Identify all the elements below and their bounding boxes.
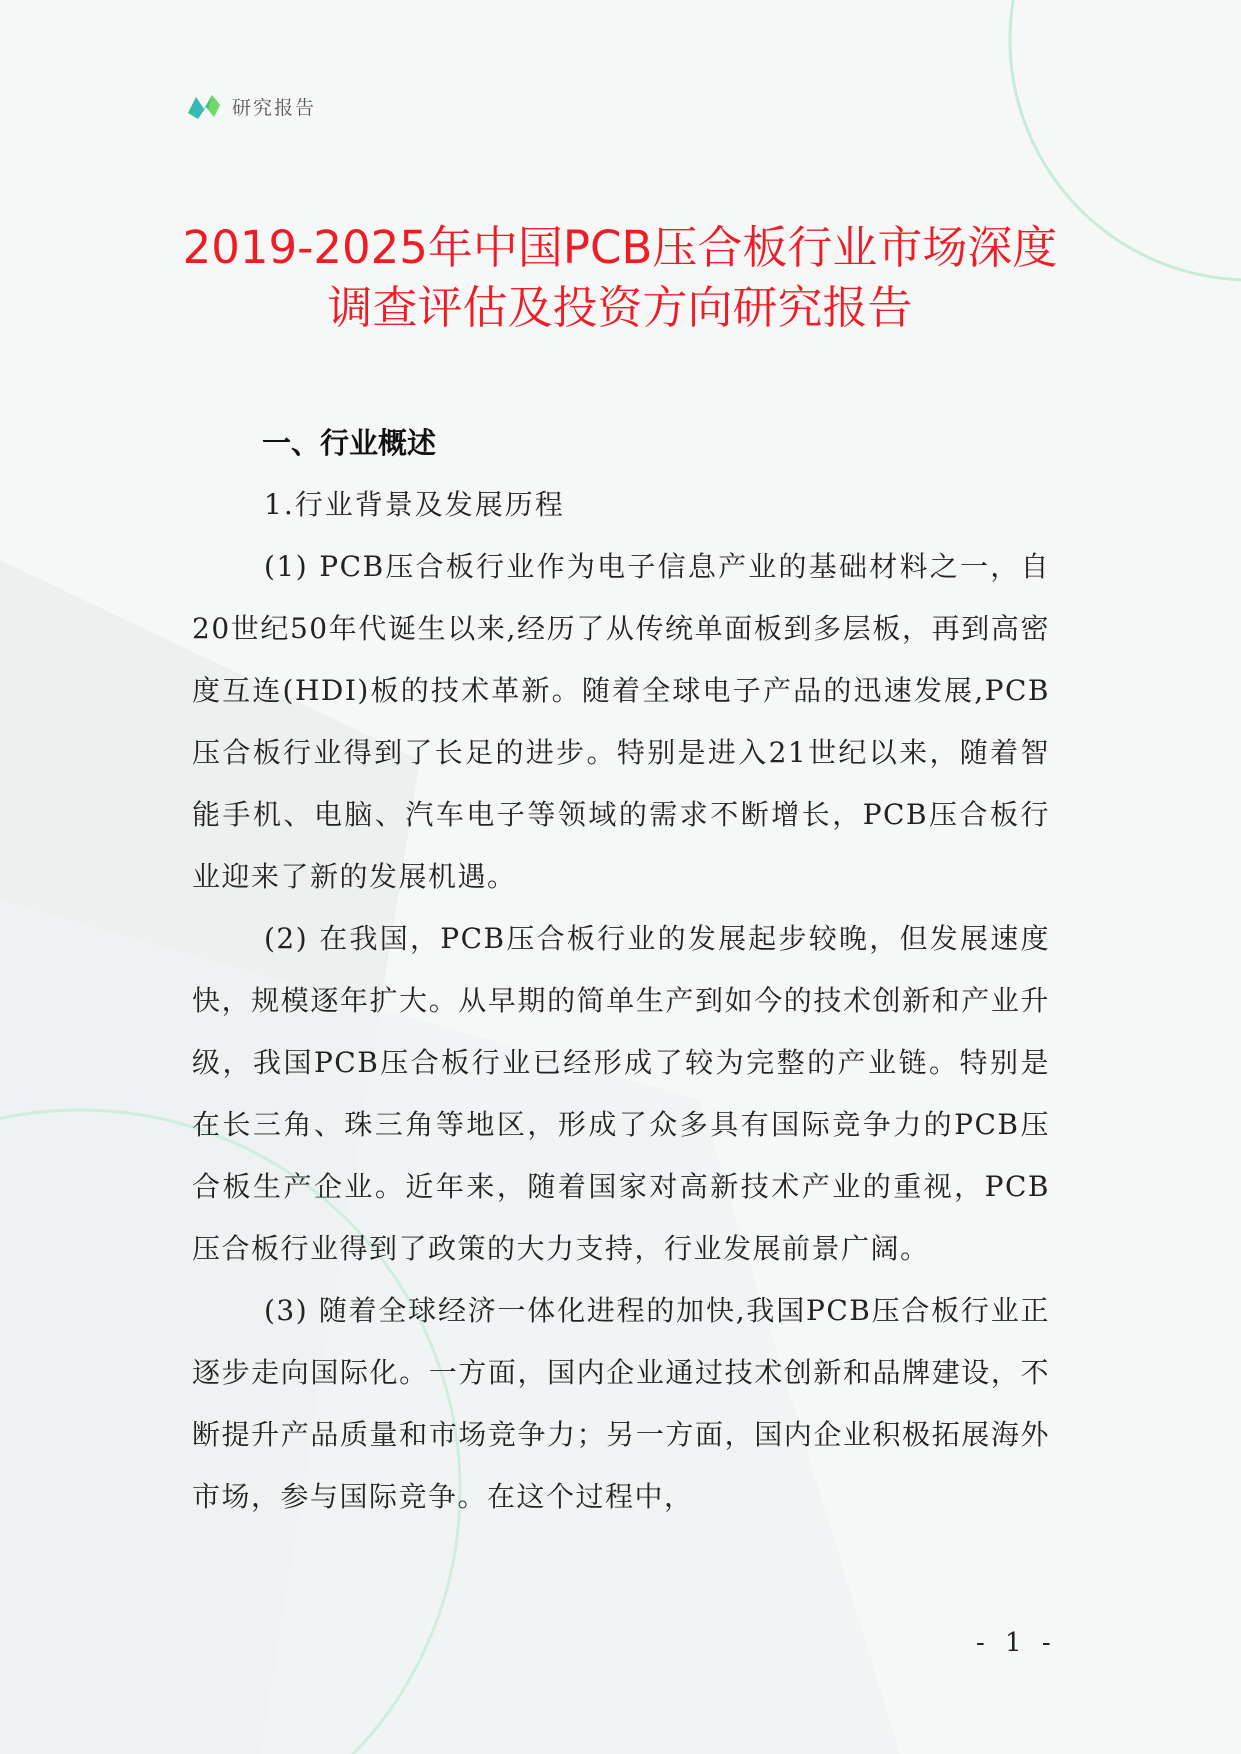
header-label: 研究报告	[232, 96, 317, 119]
report-title	[160, 218, 1080, 338]
section-heading: 一、行业概述	[262, 426, 437, 460]
page-number: - 1 -	[976, 1628, 1057, 1658]
sub-heading: 1.行业背景及发展历程	[264, 488, 565, 521]
brand-logo-icon	[186, 91, 222, 121]
report-header	[186, 88, 316, 124]
report-title-line-1: 2019-2025年中国PCB压合板行业市场深度	[182, 221, 1058, 274]
report-body	[192, 412, 1050, 1528]
paragraph-1: (1) PCB压合板行业作为电子信息产业的基础材料之一，自20世纪50年代诞生以来,经历了从传统单面板到多层板，再到高密度互连(HDI)板的技术革新。随着全球电子产品的迅速发展,PCB压合板行业得到了长足的进步。特别是进入21世纪以来，随着智能手机、电脑、汽车电子等领域的需求不断增长，PCB压合板行业迎来了新的发展机遇。	[192, 550, 1050, 893]
report-title-line-2: 调查评估及投资方向研究报告	[327, 281, 913, 334]
paragraph-3: (3) 随着全球经济一体化进程的加快,我国PCB压合板行业正逐步走向国际化。一方面，国内企业通过技术创新和品牌建设，不断提升产品质量和市场竞争力；另一方面，国内企业积极拓展海外市场，参与国际竞争。在这个过程中，	[192, 1294, 1050, 1513]
paragraph-2: (2) 在我国，PCB压合板行业的发展起步较晚，但发展速度快，规模逐年扩大。从早期的简单生产到如今的技术创新和产业升级，我国PCB压合板行业已经形成了较为完整的产业链。特别是在长三角、珠三角等地区，形成了众多具有国际竞争力的PCB压合板生产企业。近年来，随着国家对高新技术产业的重视，PCB压合板行业得到了政策的大力支持，行业发展前景广阔。	[192, 922, 1050, 1265]
